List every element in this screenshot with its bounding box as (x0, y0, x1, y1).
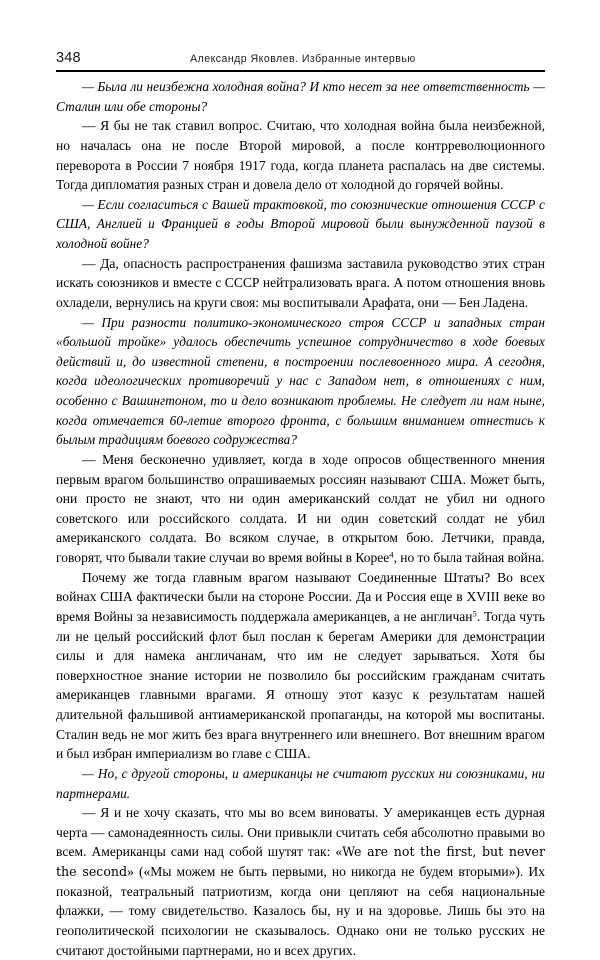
question-paragraph-3: — При разности политико-экономического строя СССР и западных стран «большой тройке» удалось обеспечить успешное сотрудничество в ходе боевых действий и, до известной степени, в построении послевоенного мира. А сегодня, когда идеологических противоречий у нас с Западом нет, в отношениях с ним, особенно с Вашингтоном, то и дело возникают проблемы. Не следует ли нам ныне, когда отмечается 60-летие второго фронта, с большим вниманием отнестись к былым традициям боевого содружества? (56, 314, 545, 448)
answer-5-text-after: » («Мы можем не быть первыми, но никогда не будем вторыми»). Их показной, театральный патриотизм, когда они цепляют на себя национальные флажки, — тому свидетельство. Казалось бы, ну и на здоровье. Лишь бы это на геополитической психологии не сказывалось. Однако они не только русских не считают достойными партнерами, но и всех других. (56, 864, 545, 958)
answer-paragraph-4 (56, 568, 545, 764)
header-divider-rule (56, 70, 545, 72)
english-quotation: We are not the first, but never the second (56, 844, 545, 879)
question-paragraph-2: — Если согласиться с Вашей трактовкой, то союзнические отношения СССР с США, Англией и Францией в годы Второй мировой были вынужденной паузой в холодной войне? (56, 196, 545, 251)
answer-3-text-after: , но то была тайная война. (393, 550, 545, 565)
answer-3-text-before: — Меня бесконечно удивляет, когда в ходе опросов общественного мнения первым врагом большинство опрашиваемых россиян называют США. Может быть, они просто не знают, что ни один американский солдат не убил ни одного советского или российского солдата. И ни один советский солдат не убил американского солдата. Во всяком случае, в открытом бою. Летчики, правда, говорят, что бывали такие случаи во время войны в Корее (56, 451, 545, 565)
answer-paragraph-5 (56, 803, 545, 960)
answer-paragraph-3 (56, 450, 545, 568)
answer-4-text-after: . Тогда чуть ли не целый российский флот был послан к берегам Америки для демонстрации силы и для намека англичанам, что им не следует зарываться. Хотя бы поверхностное знание истории не позволило бы российским гражданам считать американцев главными врагами. Я отношу этот казус к результатам нашей длительной фальшивой антиамериканской пропаганды, на которой мы воспитаны. Сталин ведь не мог жить без врага внутреннего или внешнего. Вот внешним врагом и был избран империализм во главе с США. (56, 608, 545, 762)
text-column (56, 77, 545, 960)
footnote-marker-4: 4 (389, 549, 394, 560)
answer-paragraph-2: — Да, опасность распространения фашизма заставила руководство этих стран искать союзников и вместе с СССР нейтрализовать врага. А потом отношения вновь охладели, вернулись на круги своя: мы воспитывали Арафата, они — Бен Ладена. (56, 255, 545, 310)
answer-4-text-before: Почему же тогда главным врагом называют Соединенные Штаты? Во всех войнах США фактически были на стороне России. Да и Россия еще в XVIII веке во время Войны за независимость поддержала американцев, а не англичан (56, 569, 545, 624)
question-paragraph-4: — Но, с другой стороны, и американцы не считают русских ни союзниками, ни партнерами. (56, 765, 545, 801)
running-head-title: Александр Яковлев. Избранные интервью (190, 53, 416, 65)
footnote-marker-5: 5 (472, 608, 477, 619)
running-head (56, 50, 545, 70)
answer-paragraph-1: — Я бы не так ставил вопрос. Считаю, что холодная война была неизбежной, но началась она не после Второй мировой, а после контрреволюционного переворота в России 7 ноября 1917 года, когда планета распалась на две системы. Тогда дипломатия разных стран и довела дело от холодной до горячей войны. (56, 118, 545, 193)
answer-5-text-before: — Я и не хочу сказать, что мы во всем виноваты. У американцев есть дурная черта — самонадеянность силы. Они привыкли считать себя абсолютно правыми во всем. Американцы сами над собой шутят так: « (56, 805, 545, 860)
question-paragraph-1: — Была ли неизбежна холодная война? И кто несет за нее ответственность — Сталин или обе стороны? (56, 79, 545, 114)
page-number: 348 (56, 50, 81, 66)
